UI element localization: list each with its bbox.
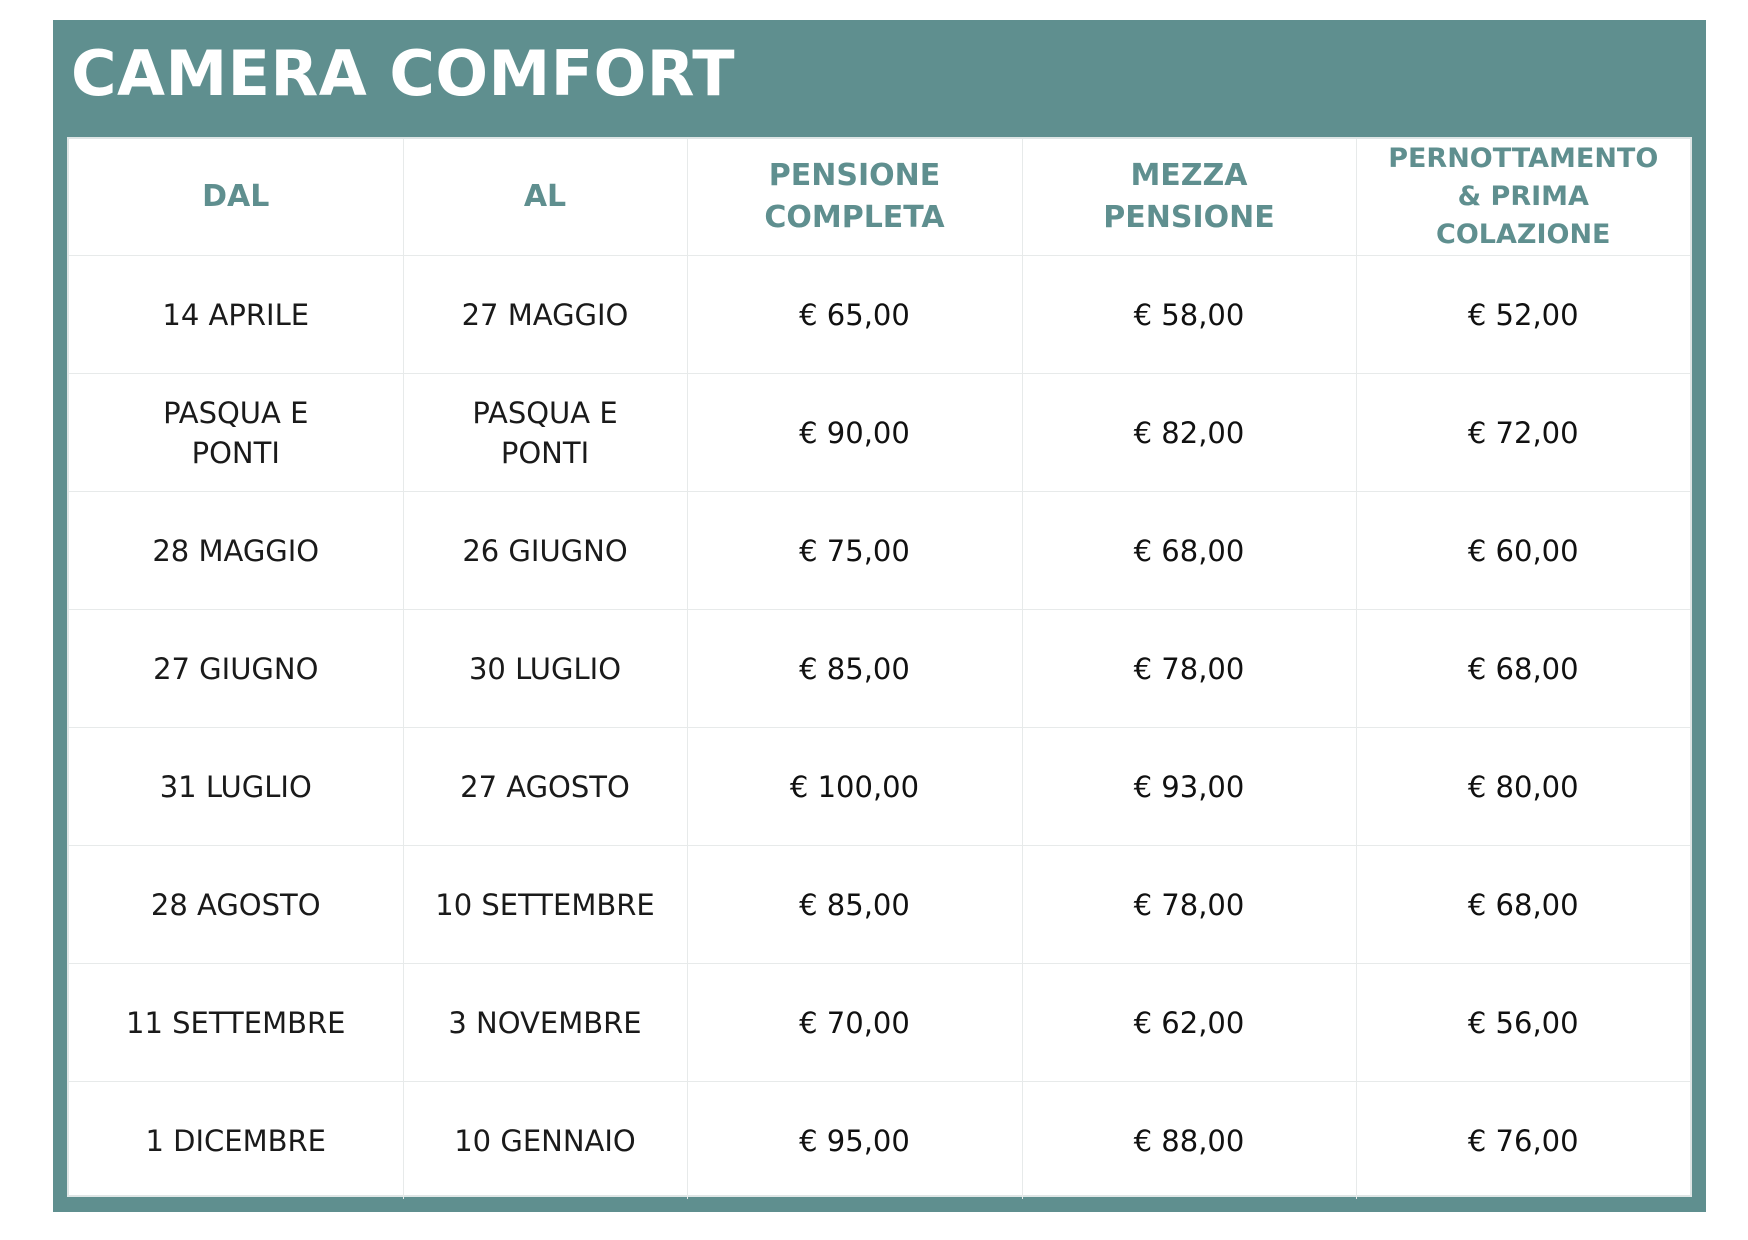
cell-mezza-pensione: € 82,00 <box>1022 374 1356 492</box>
cell-al: 27 MAGGIO <box>403 256 687 374</box>
cell-mezza-pensione: € 78,00 <box>1022 610 1356 728</box>
cell-mezza-pensione: € 58,00 <box>1022 256 1356 374</box>
cell-pernottamento: € 76,00 <box>1356 1082 1690 1200</box>
cell-pensione-completa: € 100,00 <box>687 728 1022 846</box>
cell-dal: 31 LUGLIO <box>69 728 403 846</box>
cell-al: 30 LUGLIO <box>403 610 687 728</box>
table-row <box>69 492 1690 610</box>
cell-al: 3 NOVEMBRE <box>403 964 687 1082</box>
column-header-pensione-completa: PENSIONE COMPLETA <box>687 139 1022 256</box>
column-header-al: AL <box>403 139 687 256</box>
cell-mezza-pensione: € 68,00 <box>1022 492 1356 610</box>
cell-mezza-pensione: € 93,00 <box>1022 728 1356 846</box>
cell-mezza-pensione: € 62,00 <box>1022 964 1356 1082</box>
cell-mezza-pensione: € 88,00 <box>1022 1082 1356 1200</box>
cell-pernottamento: € 56,00 <box>1356 964 1690 1082</box>
cell-pensione-completa: € 90,00 <box>687 374 1022 492</box>
cell-pensione-completa: € 85,00 <box>687 610 1022 728</box>
cell-pensione-completa: € 75,00 <box>687 492 1022 610</box>
table-row <box>69 374 1690 492</box>
cell-dal: 27 GIUGNO <box>69 610 403 728</box>
cell-dal: 14 APRILE <box>69 256 403 374</box>
cell-pernottamento: € 80,00 <box>1356 728 1690 846</box>
cell-pernottamento: € 52,00 <box>1356 256 1690 374</box>
cell-dal: 28 AGOSTO <box>69 846 403 964</box>
cell-pernottamento: € 60,00 <box>1356 492 1690 610</box>
cell-pensione-completa: € 95,00 <box>687 1082 1022 1200</box>
column-header-pernottamento: PERNOTTAMENTO & PRIMA COLAZIONE <box>1356 139 1690 256</box>
cell-pensione-completa: € 65,00 <box>687 256 1022 374</box>
table-row <box>69 610 1690 728</box>
cell-al: PASQUA E PONTI <box>403 374 687 492</box>
cell-dal: 1 DICEMBRE <box>69 1082 403 1200</box>
cell-pensione-completa: € 70,00 <box>687 964 1022 1082</box>
page-title: CAMERA COMFORT <box>71 37 736 110</box>
column-header-mezza-pensione: MEZZA PENSIONE <box>1022 139 1356 256</box>
cell-mezza-pensione: € 78,00 <box>1022 846 1356 964</box>
cell-dal: PASQUA E PONTI <box>69 374 403 492</box>
column-header-dal: DAL <box>69 139 403 256</box>
table-row <box>69 964 1690 1082</box>
table-row <box>69 1082 1690 1200</box>
rates-table <box>69 139 1690 1199</box>
cell-al: 10 GENNAIO <box>403 1082 687 1200</box>
cell-pernottamento: € 68,00 <box>1356 610 1690 728</box>
cell-dal: 28 MAGGIO <box>69 492 403 610</box>
table-row <box>69 846 1690 964</box>
cell-dal: 11 SETTEMBRE <box>69 964 403 1082</box>
table-header-row <box>69 139 1690 256</box>
cell-pernottamento: € 72,00 <box>1356 374 1690 492</box>
cell-al: 26 GIUGNO <box>403 492 687 610</box>
table-row <box>69 256 1690 374</box>
cell-al: 10 SETTEMBRE <box>403 846 687 964</box>
table-row <box>69 728 1690 846</box>
rates-table-container <box>67 137 1692 1197</box>
cell-pernottamento: € 68,00 <box>1356 846 1690 964</box>
cell-pensione-completa: € 85,00 <box>687 846 1022 964</box>
cell-al: 27 AGOSTO <box>403 728 687 846</box>
